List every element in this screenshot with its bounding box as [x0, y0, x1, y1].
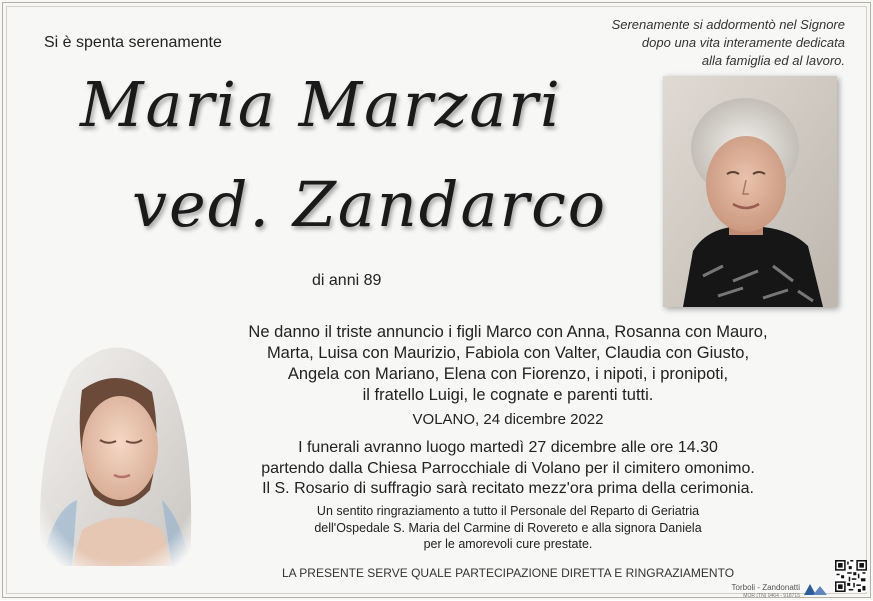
- agency-contact: MOR (TN) 0464 - 918715: [743, 593, 800, 599]
- announcement-line: Angela con Mariano, Elena con Fiorenzo, i nipoti, i pronipoti,: [287, 365, 729, 383]
- funeral-details: [230, 438, 786, 500]
- portrait-photo-image: [663, 76, 837, 307]
- agency-name: Torboli - Zandonatti: [731, 583, 800, 592]
- epigraph: [545, 16, 845, 70]
- acknowledgement-line: dell'Ospedale S. Maria del Carmine di Rovereto e alla signora Daniela: [314, 520, 702, 535]
- deceased-name: Maria Marzari: [80, 68, 562, 141]
- epigraph-line: alla famiglia ed al lavoro.: [701, 53, 845, 68]
- funeral-line: I funerali avranno luogo martedì 27 dicembre alle ore 14.30: [298, 439, 718, 456]
- place-date: VOLANO, 24 dicembre 2022: [412, 411, 604, 428]
- funeral-line: Il S. Rosario di suffragio sarà recitato mezz'ora prima della cerimonia.: [262, 480, 754, 497]
- madonna-image: [22, 330, 198, 566]
- madonna-image-art: [22, 330, 198, 566]
- acknowledgement-line: per le amorevoli cure prestate.: [423, 537, 593, 551]
- intro-text: Si è spenta serenamente: [44, 34, 222, 51]
- announcement-line: Ne danno il triste annuncio i figli Marco con Anna, Rosanna con Mauro,: [248, 323, 768, 341]
- acknowledgement-line: Un sentito ringraziamento a tutto il Personale del Reparto di Geriatria: [316, 504, 700, 518]
- announcement-line: il fratello Luigi, le cognate e parenti tutti.: [362, 386, 654, 404]
- qr-code-icon: [835, 560, 867, 592]
- deceased-widow-name: ved. Zandarco: [132, 168, 608, 241]
- age-text: di anni 89: [312, 272, 382, 289]
- agency-logo-icon: [803, 582, 829, 596]
- portrait-photo: [663, 76, 837, 307]
- announcement: [230, 322, 786, 406]
- epigraph-line: Serenamente si addormentò nel Signore: [611, 17, 845, 32]
- epigraph-line: dopo una vita interamente dedicata: [641, 35, 845, 50]
- funeral-line: partendo dalla Chiesa Parrocchiale di Volano per il cimitero omonimo.: [261, 459, 755, 477]
- announcement-line: Marta, Luisa con Maurizio, Fabiola con Valter, Claudia con Giusto,: [266, 344, 750, 362]
- participation-notice: LA PRESENTE SERVE QUALE PARTECIPAZIONE DIRETTA E RINGRAZIAMENTO: [281, 566, 735, 580]
- funeral-agency: [716, 583, 800, 601]
- acknowledgement: [250, 503, 766, 553]
